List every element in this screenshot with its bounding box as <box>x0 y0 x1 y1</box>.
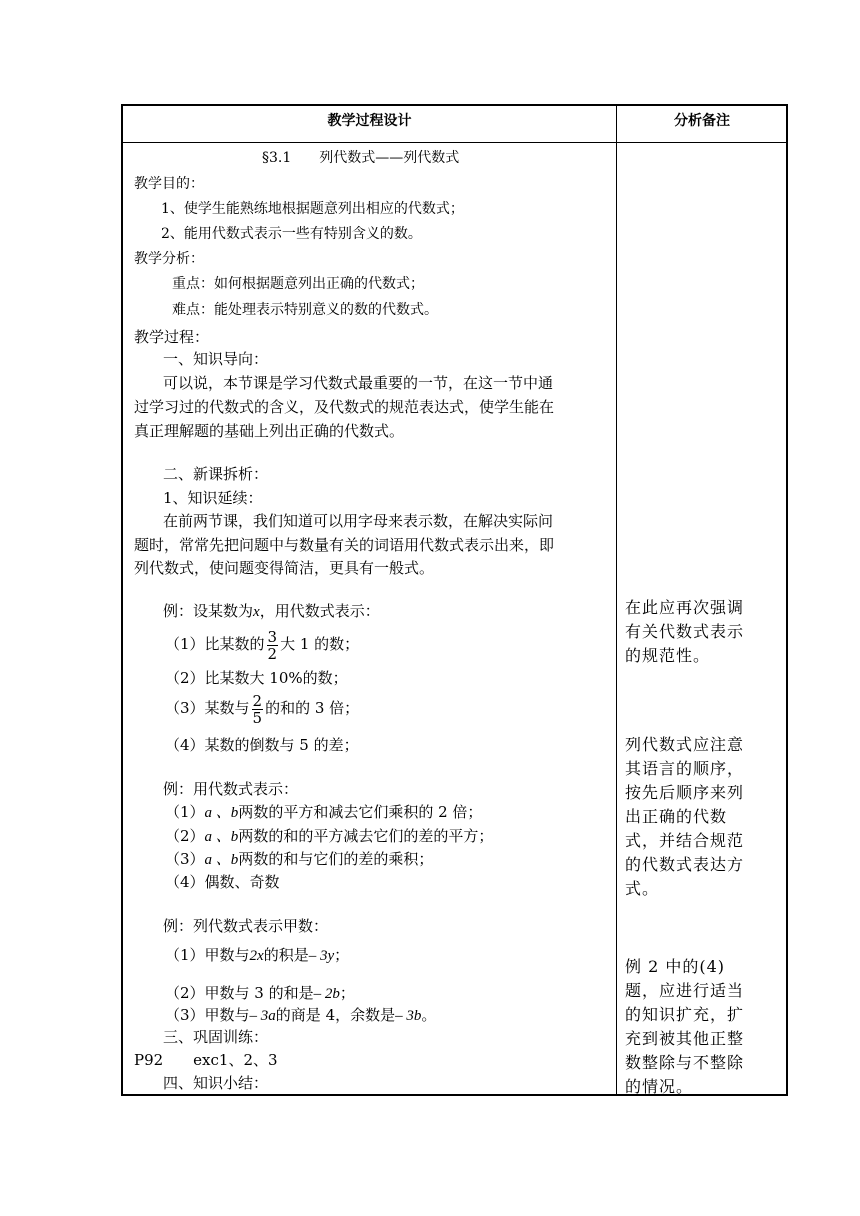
expr-neg-2b: – 2b <box>313 986 340 1002</box>
denominator: 5 <box>252 708 263 727</box>
paragraph-2-line-3: 列代数式，使问题变得简洁，更具有一般式。 <box>134 559 435 577</box>
variables-a-b: a 、b <box>204 805 239 821</box>
denominator: 2 <box>267 644 278 663</box>
exercise-line: P92 exc1、2、3 <box>134 1051 278 1069</box>
table-top-border <box>121 104 788 106</box>
paragraph-2-line-1: 在前两节课，我们知道可以用字母来表示数，在解决实际问 <box>163 512 554 530</box>
variable-x: x <box>253 604 260 620</box>
example-3-item-3 <box>165 1005 436 1026</box>
section-4-heading: 四、知识小结： <box>163 1074 269 1092</box>
example-1-item-1 <box>165 624 359 664</box>
lesson-title: §3.1 列代数式——列代数式 <box>262 150 460 166</box>
analysis-heading: 教学分析： <box>134 251 204 267</box>
example-3-heading: 例：列代数式表示甲数： <box>163 917 329 935</box>
example-1-item-2: （2）比某数大 10%的数； <box>165 669 348 687</box>
example-2-item-3 <box>165 849 433 870</box>
difficulty-point: 难点：能处理表示特别意义的数的代数式。 <box>172 302 438 318</box>
example-1-item-3 <box>165 688 359 728</box>
example-3-item-2 <box>165 983 355 1004</box>
item-1-text-a: （1）比某数的 <box>165 635 265 653</box>
item-text-b: 的积是 <box>263 946 309 964</box>
item-text-b: 的商是 4，余数是 <box>275 1006 396 1024</box>
item-text: 两数的平方和减去它们乘积的 2 倍； <box>238 803 483 821</box>
expr-neg-3a: – 3a <box>249 1008 276 1024</box>
item-text-c: 。 <box>421 1006 437 1024</box>
section-3-heading: 三、巩固训练： <box>163 1028 269 1046</box>
table-right-border <box>786 104 788 1096</box>
item-text-a: （3）甲数与 <box>165 1006 250 1024</box>
item-text-a: （1）甲数与 <box>165 946 250 964</box>
numerator: 3 <box>267 627 278 646</box>
note-language-order: 列代数式应注意其语言的顺序，按先后顺序来列出正确的代数式，并结合规范的代数式表达方式。 <box>625 735 745 898</box>
fraction-two-fifths <box>252 693 264 726</box>
key-point: 重点：如何根据题意列出正确的代数式； <box>172 276 424 292</box>
column-divider <box>616 104 617 1096</box>
expr-neg-3b: – 3b <box>395 1008 422 1024</box>
item-label: （3） <box>165 850 205 868</box>
variables-a-b: a 、b <box>204 829 239 845</box>
item-text-c: ； <box>339 984 355 1002</box>
paragraph-1-line-3: 真正理解题的基础上列出正确的代数式。 <box>134 422 405 440</box>
example-2-item-4: （4）偶数、奇数 <box>165 873 280 891</box>
example-1-heading <box>163 601 380 622</box>
example-2-item-2 <box>165 826 493 847</box>
goal-heading: 教学目的： <box>134 176 204 192</box>
item-text-a: （2）甲数与 3 的和是 <box>165 984 314 1002</box>
variables-a-b: a 、b <box>204 852 239 868</box>
section-2-subheading: 1、知识延续： <box>163 489 263 507</box>
item-text-c: ； <box>334 946 350 964</box>
section-2-heading: 二、新课拆析： <box>163 465 269 483</box>
item-3-text-a: （3）某数与 <box>165 699 250 717</box>
example-2-heading: 例：用代数式表示： <box>163 780 299 798</box>
goal-1: 1、使学生能熟练地根据题意列出相应的代数式； <box>161 201 464 217</box>
paragraph-1-line-2: 过学习过的代数式的含义，及代数式的规范表达式，使学生能在 <box>134 398 555 416</box>
note-normative-expression: 在此应再次强调有关代数式表示的规范性。 <box>625 598 745 665</box>
header-teaching-design: 教学过程设计 <box>327 113 412 129</box>
fraction-three-halves <box>267 629 279 662</box>
goal-2: 2、能用代数式表示一些有特别含义的数。 <box>161 226 422 242</box>
note-divisibility-extension: 例 2 中的(4)题，应进行适当的知识扩充，扩充到被其他正整数整除与不整除的情况。 <box>625 957 745 1096</box>
section-1-heading: 一、知识导向： <box>163 350 269 368</box>
example-1-text-a: 例：设某数为 <box>163 602 254 620</box>
example-3-item-1 <box>165 945 349 966</box>
example-1-text-b: ，用代数式表示： <box>259 602 380 620</box>
item-3-text-b: 的和的 3 倍； <box>265 699 360 717</box>
item-text: 两数的和的平方减去它们的差的平方； <box>238 827 494 845</box>
header-analysis-notes: 分析备注 <box>674 113 730 129</box>
example-2-item-1 <box>165 802 482 823</box>
process-heading: 教学过程： <box>134 328 210 346</box>
paragraph-2-line-2: 题时，常常先把问题中与数量有关的词语用代数式表示出来，即 <box>134 536 555 554</box>
expr-2x: 2x <box>249 948 264 964</box>
item-text: 两数的和与它们的差的乘积； <box>238 850 434 868</box>
table-left-border <box>121 104 123 1096</box>
item-1-text-b: 大 1 的数； <box>280 635 360 653</box>
example-1-item-4: （4）某数的倒数与 5 的差； <box>165 736 359 754</box>
header-divider <box>121 142 788 143</box>
item-label: （2） <box>165 827 205 845</box>
item-label: （1） <box>165 803 205 821</box>
numerator: 2 <box>252 691 263 710</box>
expr-neg-3y: – 3y <box>308 948 335 964</box>
paragraph-1-line-1: 可以说，本节课是学习代数式最重要的一节，在这一节中通 <box>163 374 554 392</box>
